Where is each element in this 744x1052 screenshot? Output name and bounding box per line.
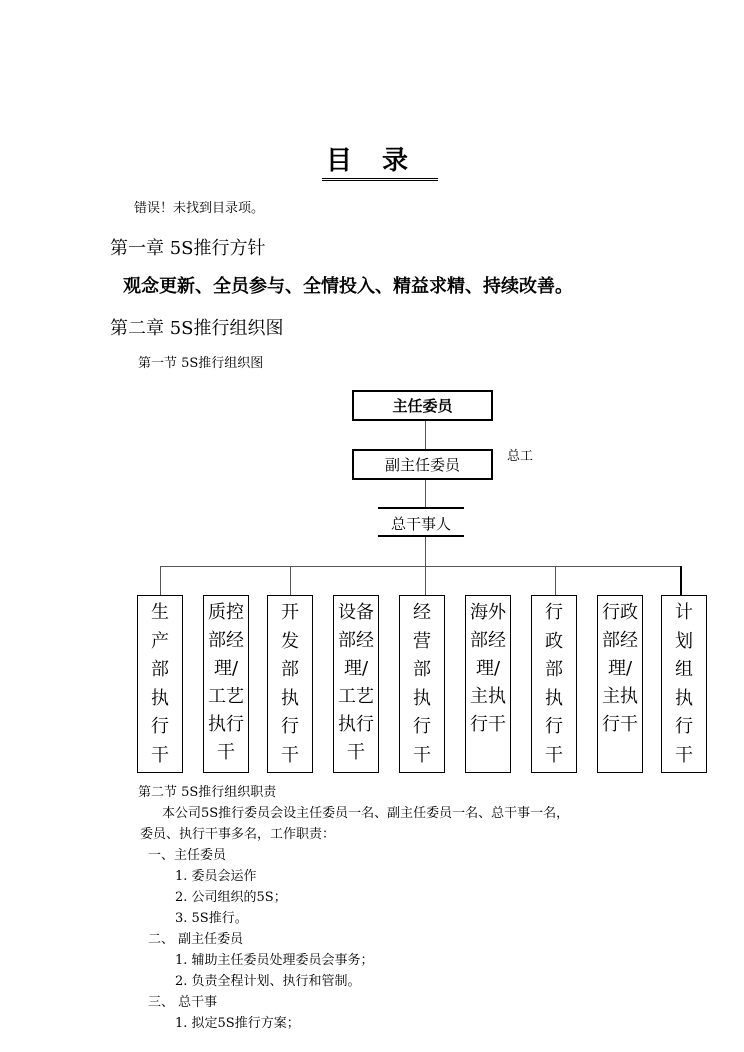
- department-box: [661, 595, 707, 773]
- body-line: 本公司5S推行委员会设主任委员一名、副主任委员一名、总干事一名，: [162, 806, 570, 821]
- connector: [160, 566, 161, 596]
- department-box: [465, 595, 511, 773]
- department-box: [399, 595, 445, 773]
- connector: [290, 566, 291, 596]
- body-line: 一、主任委员: [148, 848, 227, 863]
- secretary-heading: 三、 总干事: [148, 995, 218, 1010]
- chair-box: 主任委员: [352, 390, 493, 421]
- department-label: 行政部经理/主执行干: [602, 602, 638, 735]
- toc-title: 目录: [322, 140, 438, 181]
- secretary-item: 1. 拟定5S推行方案；: [175, 1016, 300, 1031]
- vice-chair-item: 2. 负责全程计划、执行和管制。: [175, 974, 361, 989]
- connector: [555, 566, 556, 596]
- department-box: [531, 595, 577, 773]
- connector: [160, 566, 681, 567]
- department-label: 计划组执行干: [675, 602, 693, 766]
- vice-chair-item: 1. 辅助主任委员处理委员会事务；: [175, 953, 374, 968]
- body-line: 委员、执行干事多名，工作职责：: [140, 827, 336, 842]
- vice-chair-note: 总工: [507, 449, 534, 464]
- body-line: 2. 公司组织的5S；: [175, 890, 287, 905]
- department-label: 海外部经理/主执行干: [470, 602, 506, 735]
- department-box: [203, 595, 249, 773]
- department-label: 行政部执行干: [545, 602, 563, 766]
- toc-error: 错误！未找到目录项。: [134, 201, 265, 216]
- department-label: 经营部执行干: [413, 602, 431, 766]
- vice-chair-heading: 二、 副主任委员: [148, 932, 244, 947]
- body-line: 3. 5S推行。: [175, 911, 248, 926]
- chapter1-title: 第一章 5S推行方针: [110, 238, 266, 259]
- policy-statement: 观念更新、全员参与、全情投入、精益求精、持续改善。: [123, 276, 573, 297]
- secretary-box: 总干事人: [378, 507, 464, 537]
- department-label: 质控部经理/工艺执行干: [208, 602, 244, 763]
- department-box: [333, 595, 379, 773]
- department-label: 设备部经理/工艺执行干: [338, 602, 374, 763]
- connector: [680, 566, 682, 596]
- department-box: [597, 595, 643, 773]
- body-line: 1. 委员会运作: [175, 869, 257, 884]
- department-label: 开发部执行干: [281, 602, 299, 766]
- department-box: [137, 595, 183, 773]
- section1-title: 第一节 5S推行组织图: [138, 356, 264, 371]
- department-box: [267, 595, 313, 773]
- vice-chair-box: 副主任委员: [352, 449, 493, 480]
- department-label: 生产部执行干: [151, 602, 169, 766]
- section2-title: 第二节 5S推行组织职责: [138, 785, 277, 800]
- chapter2-title: 第二章 5S推行组织图: [110, 318, 284, 339]
